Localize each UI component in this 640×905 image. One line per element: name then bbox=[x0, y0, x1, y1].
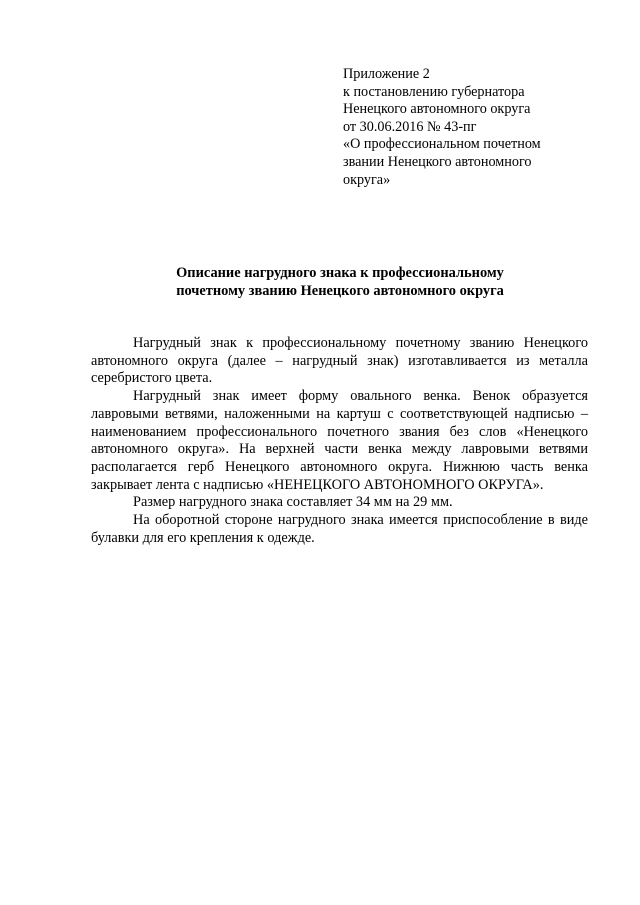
paragraph: Нагрудный знак к профессиональному почетному званию Ненецкого автономного округа (далее – нагрудный знак) изготавливается из металла серебристого цвета. bbox=[91, 335, 588, 387]
appendix-line: от 30.06.2016 № 43-пг bbox=[343, 118, 477, 135]
appendix-line: «О профессиональном почетном bbox=[343, 136, 541, 153]
document-body bbox=[91, 335, 588, 547]
paragraph: Нагрудный знак имеет форму овального венка. Венок образуется лавровыми ветвями, наложенными на картуш с соответствующей надписью – наименованием профессионального почетного звания без слов «Ненецкого автономного округа». На верхней части венка между лавровыми ветвями располагается герб Ненецкого автономного округа. Нижнюю часть венка закрывает лента с надписью «НЕНЕЦКОГО АВТОНОМНОГО ОКРУГА». bbox=[91, 388, 588, 493]
appendix-line: округа» bbox=[343, 171, 391, 188]
appendix-line: звании Ненецкого автономного bbox=[343, 153, 532, 170]
appendix-line: Ненецкого автономного округа bbox=[343, 101, 531, 118]
paragraph: На оборотной стороне нагрудного знака имеется приспособление в виде булавки для его крепления к одежде. bbox=[91, 512, 588, 546]
appendix-line: к постановлению губернатора bbox=[343, 83, 525, 100]
appendix-line: Приложение 2 bbox=[343, 66, 430, 82]
title-line-1: Описание нагрудного знака к профессиональному bbox=[176, 265, 504, 281]
appendix-header bbox=[343, 66, 593, 189]
paragraph: Размер нагрудного знака составляет 34 мм на 29 мм. bbox=[133, 494, 453, 511]
title-line-2: почетному званию Ненецкого автономного округа bbox=[176, 283, 504, 299]
document-title bbox=[90, 264, 590, 300]
